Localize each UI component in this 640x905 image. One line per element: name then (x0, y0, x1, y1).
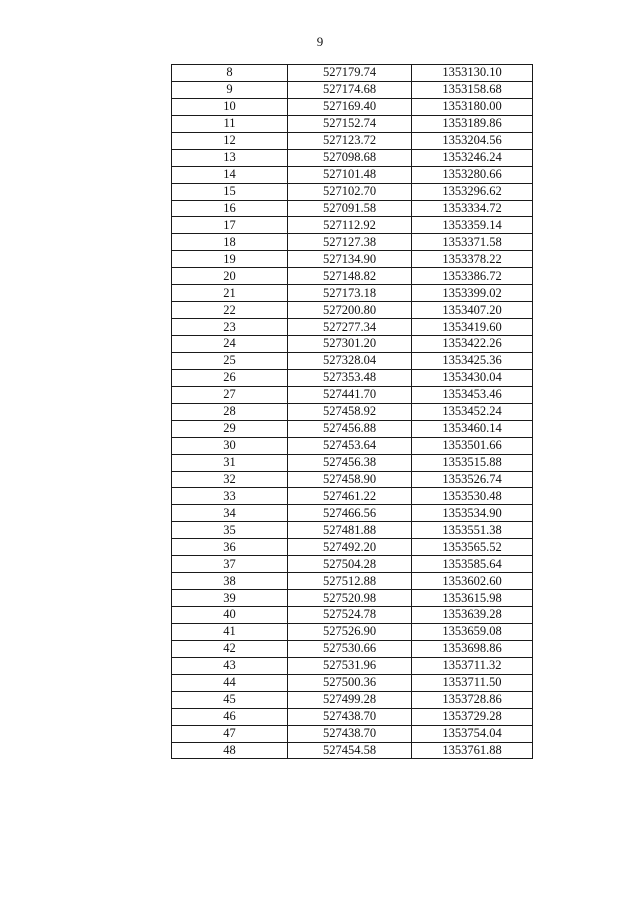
table-row (172, 268, 533, 285)
table-row (172, 742, 533, 759)
y-coordinate-cell: 1353425.36 (412, 352, 533, 369)
x-coordinate-cell: 527499.28 (288, 691, 412, 708)
y-coordinate-cell: 1353180.00 (412, 98, 533, 115)
y-coordinate-cell: 1353639.28 (412, 607, 533, 624)
point-number-cell: 37 (172, 556, 288, 573)
x-coordinate-cell: 527520.98 (288, 590, 412, 607)
x-coordinate-cell: 527123.72 (288, 132, 412, 149)
y-coordinate-cell: 1353280.66 (412, 166, 533, 183)
y-coordinate-cell: 1353422.26 (412, 336, 533, 353)
table-row (172, 691, 533, 708)
table-row (172, 81, 533, 98)
y-coordinate-cell: 1353534.90 (412, 505, 533, 522)
y-coordinate-cell: 1353204.56 (412, 132, 533, 149)
table-row (172, 352, 533, 369)
x-coordinate-cell: 527134.90 (288, 251, 412, 268)
x-coordinate-cell: 527453.64 (288, 437, 412, 454)
y-coordinate-cell: 1353386.72 (412, 268, 533, 285)
x-coordinate-cell: 527091.58 (288, 200, 412, 217)
x-coordinate-cell: 527504.28 (288, 556, 412, 573)
x-coordinate-cell: 527353.48 (288, 369, 412, 386)
point-number-cell: 18 (172, 234, 288, 251)
x-coordinate-cell: 527438.70 (288, 725, 412, 742)
point-number-cell: 28 (172, 403, 288, 420)
point-number-cell: 13 (172, 149, 288, 166)
x-coordinate-cell: 527179.74 (288, 65, 412, 82)
x-coordinate-cell: 527441.70 (288, 386, 412, 403)
point-number-cell: 20 (172, 268, 288, 285)
x-coordinate-cell: 527458.92 (288, 403, 412, 420)
y-coordinate-cell: 1353551.38 (412, 522, 533, 539)
table-row (172, 725, 533, 742)
x-coordinate-cell: 527173.18 (288, 285, 412, 302)
table-row (172, 200, 533, 217)
table-row (172, 183, 533, 200)
y-coordinate-cell: 1353189.86 (412, 115, 533, 132)
point-number-cell: 34 (172, 505, 288, 522)
table-row (172, 607, 533, 624)
y-coordinate-cell: 1353711.32 (412, 657, 533, 674)
point-number-cell: 41 (172, 623, 288, 640)
table-row (172, 302, 533, 319)
point-number-cell: 17 (172, 217, 288, 234)
x-coordinate-cell: 527454.58 (288, 742, 412, 759)
point-number-cell: 23 (172, 319, 288, 336)
table-row (172, 590, 533, 607)
x-coordinate-cell: 527102.70 (288, 183, 412, 200)
point-number-cell: 21 (172, 285, 288, 302)
y-coordinate-cell: 1353615.98 (412, 590, 533, 607)
point-number-cell: 10 (172, 98, 288, 115)
y-coordinate-cell: 1353515.88 (412, 454, 533, 471)
point-number-cell: 26 (172, 369, 288, 386)
table-row (172, 437, 533, 454)
point-number-cell: 48 (172, 742, 288, 759)
table-row (172, 234, 533, 251)
x-coordinate-cell: 527438.70 (288, 708, 412, 725)
x-coordinate-cell: 527526.90 (288, 623, 412, 640)
y-coordinate-cell: 1353585.64 (412, 556, 533, 573)
x-coordinate-cell: 527481.88 (288, 522, 412, 539)
x-coordinate-cell: 527531.96 (288, 657, 412, 674)
y-coordinate-cell: 1353452.24 (412, 403, 533, 420)
y-coordinate-cell: 1353158.68 (412, 81, 533, 98)
point-number-cell: 11 (172, 115, 288, 132)
table-row (172, 166, 533, 183)
table-row (172, 505, 533, 522)
point-number-cell: 30 (172, 437, 288, 454)
point-number-cell: 16 (172, 200, 288, 217)
point-number-cell: 39 (172, 590, 288, 607)
point-number-cell: 29 (172, 420, 288, 437)
x-coordinate-cell: 527461.22 (288, 488, 412, 505)
y-coordinate-cell: 1353371.58 (412, 234, 533, 251)
y-coordinate-cell: 1353728.86 (412, 691, 533, 708)
x-coordinate-cell: 527456.88 (288, 420, 412, 437)
y-coordinate-cell: 1353399.02 (412, 285, 533, 302)
x-coordinate-cell: 527152.74 (288, 115, 412, 132)
point-number-cell: 12 (172, 132, 288, 149)
table-row (172, 454, 533, 471)
point-number-cell: 27 (172, 386, 288, 403)
point-number-cell: 35 (172, 522, 288, 539)
y-coordinate-cell: 1353761.88 (412, 742, 533, 759)
table-row (172, 369, 533, 386)
point-number-cell: 47 (172, 725, 288, 742)
y-coordinate-cell: 1353729.28 (412, 708, 533, 725)
x-coordinate-cell: 527524.78 (288, 607, 412, 624)
y-coordinate-cell: 1353296.62 (412, 183, 533, 200)
table-row (172, 319, 533, 336)
y-coordinate-cell: 1353419.60 (412, 319, 533, 336)
point-number-cell: 19 (172, 251, 288, 268)
x-coordinate-cell: 527277.34 (288, 319, 412, 336)
table-row (172, 149, 533, 166)
y-coordinate-cell: 1353453.46 (412, 386, 533, 403)
x-coordinate-cell: 527098.68 (288, 149, 412, 166)
table-row (172, 132, 533, 149)
y-coordinate-cell: 1353526.74 (412, 471, 533, 488)
table-row (172, 657, 533, 674)
x-coordinate-cell: 527127.38 (288, 234, 412, 251)
x-coordinate-cell: 527458.90 (288, 471, 412, 488)
y-coordinate-cell: 1353565.52 (412, 539, 533, 556)
x-coordinate-cell: 527456.38 (288, 454, 412, 471)
y-coordinate-cell: 1353430.04 (412, 369, 533, 386)
x-coordinate-cell: 527500.36 (288, 674, 412, 691)
table-row (172, 573, 533, 590)
point-number-cell: 43 (172, 657, 288, 674)
point-number-cell: 46 (172, 708, 288, 725)
x-coordinate-cell: 527148.82 (288, 268, 412, 285)
table-row (172, 420, 533, 437)
x-coordinate-cell: 527174.68 (288, 81, 412, 98)
y-coordinate-cell: 1353602.60 (412, 573, 533, 590)
table-row (172, 251, 533, 268)
x-coordinate-cell: 527301.20 (288, 336, 412, 353)
point-number-cell: 33 (172, 488, 288, 505)
table-row (172, 556, 533, 573)
table-row (172, 708, 533, 725)
table-row (172, 674, 533, 691)
coordinates-table-body (172, 65, 533, 759)
table-row (172, 115, 533, 132)
x-coordinate-cell: 527530.66 (288, 640, 412, 657)
x-coordinate-cell: 527169.40 (288, 98, 412, 115)
x-coordinate-cell: 527112.92 (288, 217, 412, 234)
y-coordinate-cell: 1353246.24 (412, 149, 533, 166)
point-number-cell: 24 (172, 336, 288, 353)
table-row (172, 65, 533, 82)
y-coordinate-cell: 1353378.22 (412, 251, 533, 268)
table-row (172, 403, 533, 420)
point-number-cell: 38 (172, 573, 288, 590)
point-number-cell: 40 (172, 607, 288, 624)
table-row (172, 539, 533, 556)
point-number-cell: 42 (172, 640, 288, 657)
y-coordinate-cell: 1353501.66 (412, 437, 533, 454)
point-number-cell: 15 (172, 183, 288, 200)
y-coordinate-cell: 1353530.48 (412, 488, 533, 505)
y-coordinate-cell: 1353659.08 (412, 623, 533, 640)
table-row (172, 217, 533, 234)
table-row (172, 285, 533, 302)
x-coordinate-cell: 527466.56 (288, 505, 412, 522)
x-coordinate-cell: 527328.04 (288, 352, 412, 369)
x-coordinate-cell: 527200.80 (288, 302, 412, 319)
x-coordinate-cell: 527492.20 (288, 539, 412, 556)
point-number-cell: 22 (172, 302, 288, 319)
coordinates-table (171, 64, 533, 759)
y-coordinate-cell: 1353130.10 (412, 65, 533, 82)
y-coordinate-cell: 1353334.72 (412, 200, 533, 217)
table-row (172, 522, 533, 539)
point-number-cell: 31 (172, 454, 288, 471)
point-number-cell: 14 (172, 166, 288, 183)
page-number: 9 (316, 34, 324, 49)
y-coordinate-cell: 1353754.04 (412, 725, 533, 742)
y-coordinate-cell: 1353698.86 (412, 640, 533, 657)
y-coordinate-cell: 1353711.50 (412, 674, 533, 691)
table-row (172, 488, 533, 505)
point-number-cell: 45 (172, 691, 288, 708)
y-coordinate-cell: 1353460.14 (412, 420, 533, 437)
table-row (172, 640, 533, 657)
point-number-cell: 9 (172, 81, 288, 98)
table-row (172, 623, 533, 640)
y-coordinate-cell: 1353359.14 (412, 217, 533, 234)
x-coordinate-cell: 527101.48 (288, 166, 412, 183)
table-row (172, 336, 533, 353)
x-coordinate-cell: 527512.88 (288, 573, 412, 590)
table-row (172, 98, 533, 115)
point-number-cell: 8 (172, 65, 288, 82)
point-number-cell: 25 (172, 352, 288, 369)
table-row (172, 471, 533, 488)
point-number-cell: 32 (172, 471, 288, 488)
point-number-cell: 36 (172, 539, 288, 556)
point-number-cell: 44 (172, 674, 288, 691)
y-coordinate-cell: 1353407.20 (412, 302, 533, 319)
table-row (172, 386, 533, 403)
